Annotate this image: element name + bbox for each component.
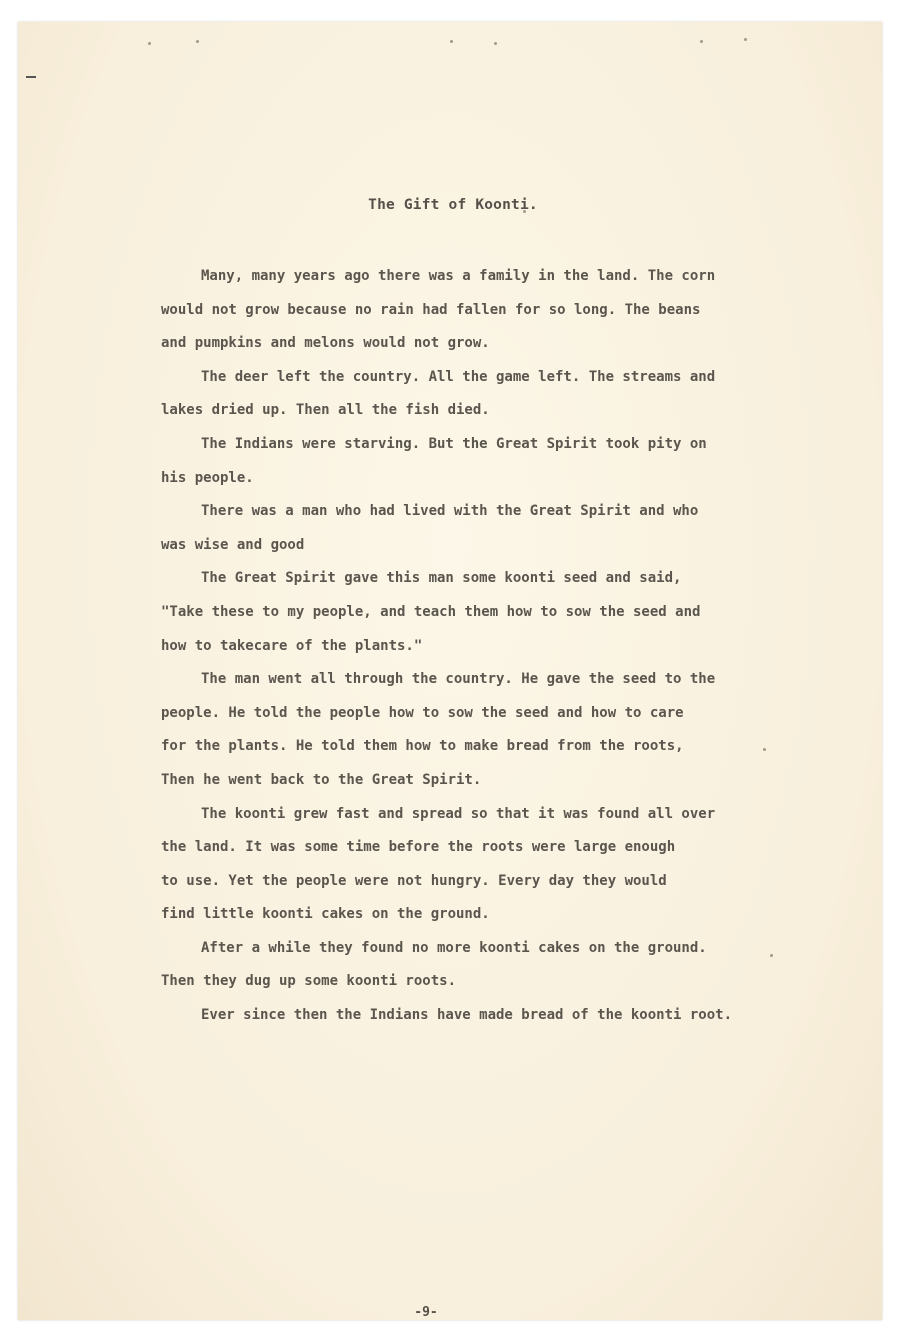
text-line: The deer left the country. All the game left. The streams and — [201, 368, 716, 385]
paper-speck — [196, 40, 199, 43]
paragraph — [161, 428, 861, 495]
text-line: The Great Spirit gave this man some koonti seed and said, — [201, 570, 682, 587]
text-line: would not grow because no rain had fallen for so long. The beans — [161, 301, 701, 318]
document-page — [18, 22, 882, 1320]
text-line: The koonti grew fast and spread so that it was found all over — [201, 805, 716, 822]
paper-speck — [700, 40, 703, 43]
paragraph — [161, 361, 861, 428]
text-line: Then he went back to the Great Spirit. — [161, 771, 482, 788]
paragraph — [161, 562, 861, 663]
text-line: people. He told the people how to sow the seed and how to care — [161, 704, 684, 721]
text-line: for the plants. He told them how to make bread from the roots, — [161, 738, 684, 755]
text-line: The man went all through the country. He gave the seed to the — [201, 671, 716, 688]
paragraph — [161, 495, 861, 562]
paragraph — [161, 798, 861, 932]
paper-speck — [148, 42, 151, 45]
paper-speck — [744, 38, 747, 41]
paper-speck — [450, 40, 453, 43]
paragraph — [161, 999, 861, 1033]
text-line: After a while they found no more koonti cakes on the ground. — [201, 939, 707, 956]
text-line: There was a man who had lived with the Great Spirit and who — [201, 503, 699, 520]
text-line: "Take these to my people, and teach them how to sow the seed and — [161, 603, 701, 620]
paragraph — [161, 663, 861, 797]
text-line: The Indians were starving. But the Great Spirit took pity on — [201, 435, 707, 452]
text-line: Ever since then the Indians have made bread of the koonti root. — [201, 1007, 733, 1024]
text-line: find little koonti cakes on the ground. — [161, 906, 490, 923]
text-line: Then they dug up some koonti roots. — [161, 973, 457, 990]
text-line: to use. Yet the people were not hungry. Every day they would — [161, 872, 667, 889]
text-line: and pumpkins and melons would not grow. — [161, 335, 490, 352]
page-number: -9- — [414, 1305, 438, 1320]
text-line: his people. — [161, 469, 254, 486]
text-line: the land. It was some time before the roots were large enough — [161, 839, 676, 856]
margin-mark — [26, 76, 36, 78]
text-line: how to takecare of the plants." — [161, 637, 423, 654]
text-line: lakes dried up. Then all the fish died. — [161, 402, 490, 419]
text-line: Many, many years ago there was a family in the land. The corn — [201, 268, 716, 284]
document-body — [161, 260, 861, 1033]
paper-speck — [494, 42, 497, 45]
text-line: was wise and good — [161, 536, 305, 553]
document-title: The Gift of Koonti. — [368, 197, 538, 213]
paragraph — [161, 260, 861, 361]
paragraph — [161, 932, 861, 999]
